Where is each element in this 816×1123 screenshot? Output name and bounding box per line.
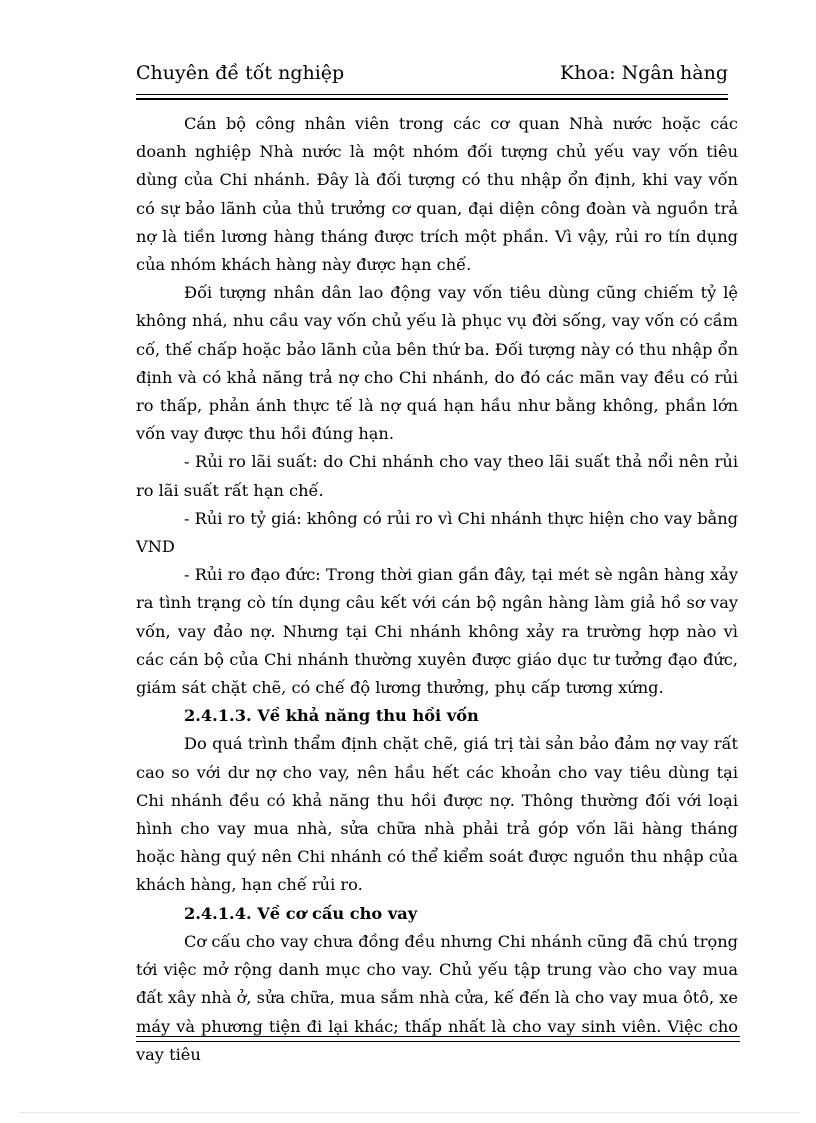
header-department: Khoa: Ngân hàng — [560, 62, 728, 84]
paragraph: Do quá trình thẩm định chặt chẽ, giá trị tài sản bảo đảm nợ vay rất cao so với dư nợ cho vay, nên hầu hết các khoản cho vay tiêu dùng tại Chi nhánh đều có khả năng thu hồi được nợ. Thông thường đối với loại hình cho vay mua nhà, sửa chữa nhà phải trả góp vốn lãi hàng tháng hoặc hàng quý nên Chi nhánh có thể kiểm soát được nguồn thu nhập của khách hàng, hạn chế rủi ro. — [136, 734, 738, 895]
header-rule-thick — [136, 98, 728, 100]
page-header — [136, 62, 728, 92]
paragraph: - Rủi ro đạo đức: Trong thời gian gần đây, tại mét sè ngân hàng xảy ra tình trạng cò tín dụng câu kết với cán bộ ngân hàng làm giả hồ sơ vay vốn, vay đảo nợ. Nhưng tại Chi nhánh không xảy ra trường hợp nào vì các cán bộ của Chi nhánh thường xuyên được giáo dục tư tưởng đạo đức, giám sát chặt chẽ, có chế độ lương thưởng, phụ cấp tương xứng. — [136, 565, 738, 698]
paragraph: - Rủi ro lãi suất: do Chi nhánh cho vay theo lãi suất thả nổi nên rủi ro lãi suất rất hạn chế. — [136, 452, 738, 500]
header-title: Chuyên đề tốt nghiệp — [136, 62, 345, 84]
page-edge-dotted-line — [20, 1112, 800, 1113]
paragraph: Cơ cấu cho vay chưa đồng đều nhưng Chi nhánh cũng đã chú trọng tới việc mở rộng danh mục cho vay. Chủ yếu tập trung vào cho vay mua đất xây nhà ở, sửa chữa, mua sắm nhà cửa, kế đến là cho vay mua ôtô, xe máy và phương tiện đi lại khác; thấp nhất là cho vay sinh viên. Việc cho vay tiêu — [136, 931, 738, 1064]
footer-rule-top — [136, 1036, 740, 1037]
footer-rule-bottom — [136, 1041, 740, 1042]
section-heading: 2.4.1.3. Về khả năng thu hồi vốn — [184, 706, 479, 726]
body-text — [136, 110, 738, 1069]
paragraph: Cán bộ công nhân viên trong các cơ quan Nhà nước hoặc các doanh nghiệp Nhà nước là một nhóm đối tượng chủ yếu vay vốn tiêu dùng của Chi nhánh. Đây là đối tượng có thu nhập ổn định, khi vay vốn có sự bảo lãnh của thủ trưởng cơ quan, đại diện công đoàn và nguồn trả nợ là tiền lương hàng tháng được trích một phần. Vì vậy, rủi ro tín dụng của nhóm khách hàng này được hạn chế. — [136, 114, 738, 275]
paragraph: Đối tượng nhân dân lao động vay vốn tiêu dùng cũng chiếm tỷ lệ không nhá, nhu cầu vay vốn chủ yếu là phục vụ đời sống, vay vốn có cầm cố, thế chấp hoặc bảo lãnh của bên thứ ba. Đối tượng này có thu nhập ổn định và có khả năng trả nợ cho Chi nhánh, do đó các mãn vay đều có rủi ro thấp, phản ánh thực tế là nợ quá hạn hầu như bằng không, phần lớn vốn vay được thu hồi đúng hạn. — [136, 283, 738, 444]
paragraph: - Rủi ro tỷ giá: không có rủi ro vì Chi nhánh thực hiện cho vay bằng VND — [136, 508, 738, 557]
header-rule-thin — [136, 94, 728, 95]
section-heading: 2.4.1.4. Về cơ cấu cho vay — [184, 903, 418, 923]
